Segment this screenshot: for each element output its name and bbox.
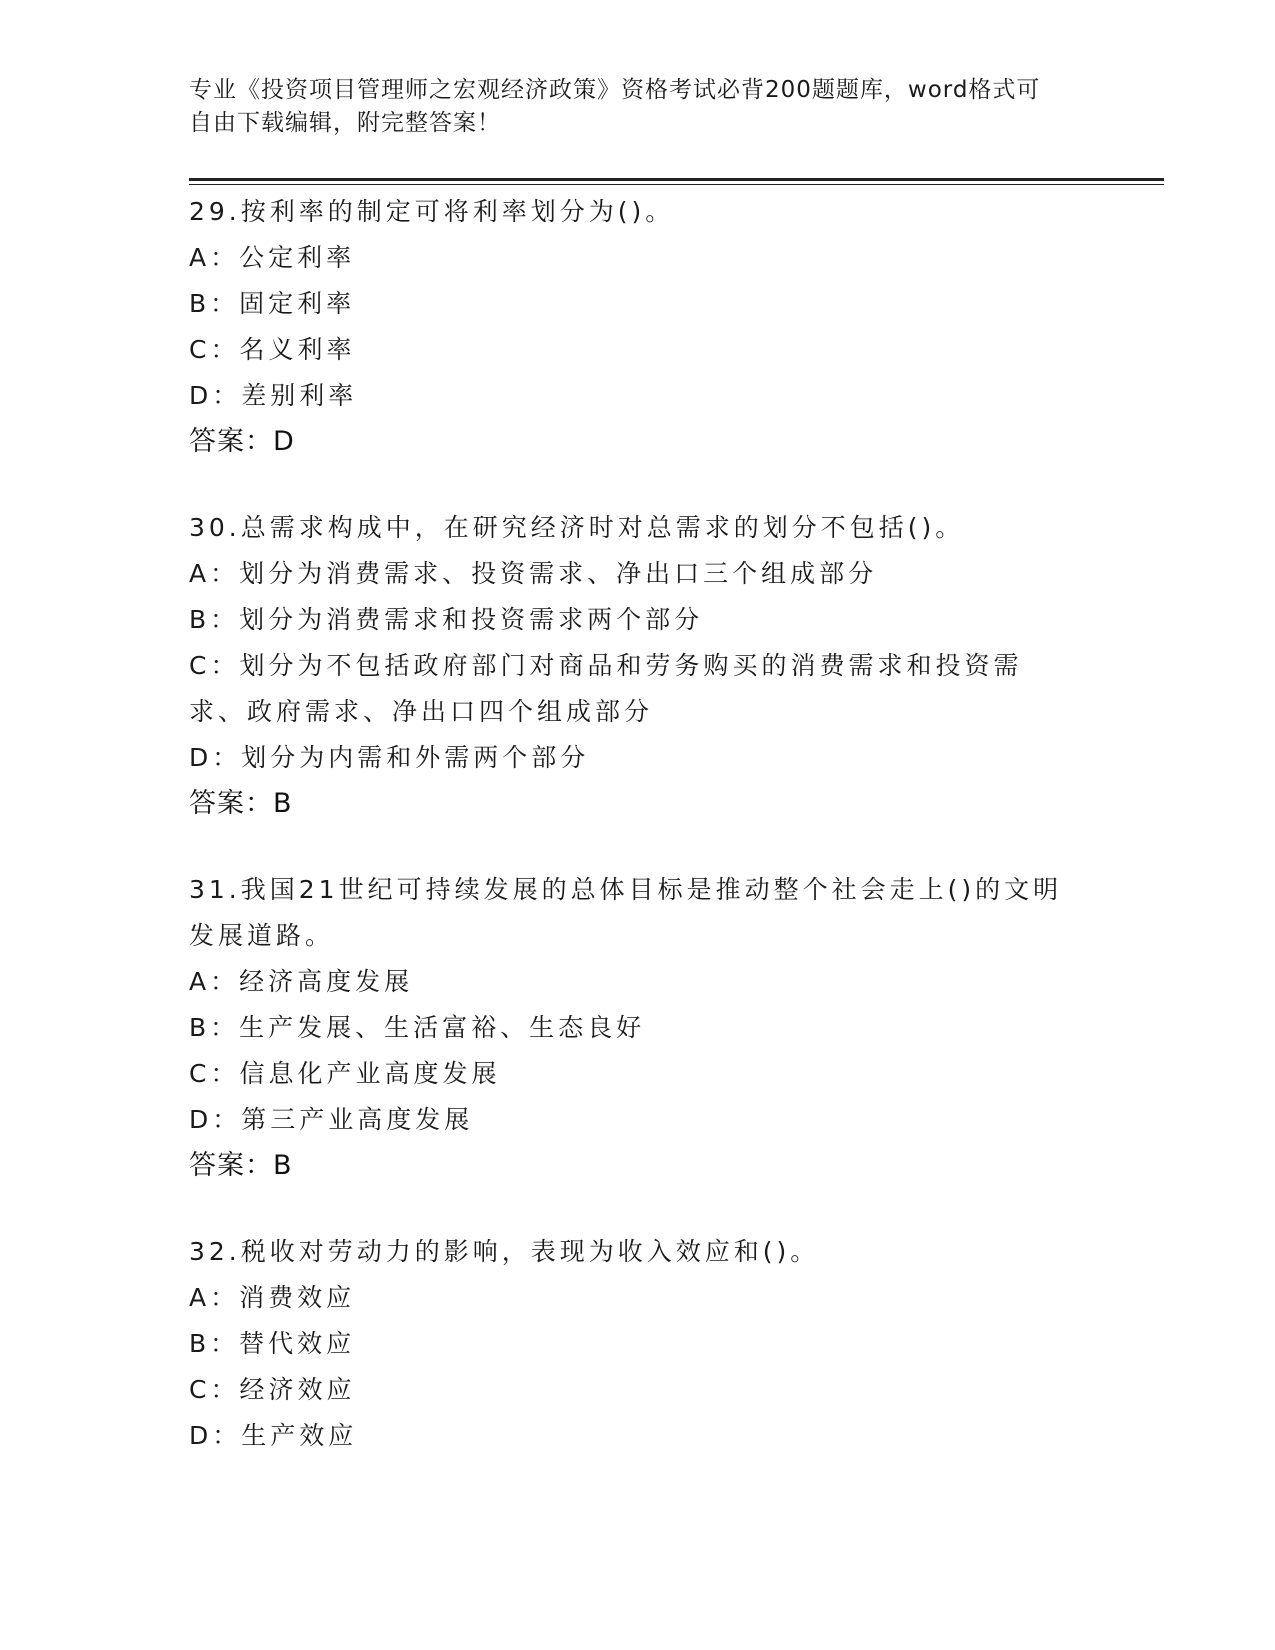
question-stem: 32.税收对劳动力的影响，表现为收入效应和()。 xyxy=(189,1237,820,1266)
option-b: B：生产发展、生活富裕、生态良好 xyxy=(189,1013,646,1042)
header-line-2: 自由下载编辑，附完整答案！ xyxy=(189,110,501,136)
option-b: B：固定利率 xyxy=(189,289,356,318)
answer-label: 答案：D xyxy=(189,426,295,457)
question-stem: 31.我国21世纪可持续发展的总体目标是推动整个社会走上()的文明发展道路。 xyxy=(189,875,1063,950)
header-rule-thin xyxy=(189,184,1164,185)
option-c: C：信息化产业高度发展 xyxy=(189,1059,501,1088)
question-32 xyxy=(189,1229,1069,1459)
option-a: A：划分为消费需求、投资需求、净出口三个组成部分 xyxy=(189,559,878,588)
option-d: D：第三产业高度发展 xyxy=(189,1105,474,1134)
question-list xyxy=(189,189,1069,1481)
question-stem: 29.按利率的制定可将利率划分为()。 xyxy=(189,197,675,226)
option-d: D：生产效应 xyxy=(189,1421,358,1450)
option-d: D：划分为内需和外需两个部分 xyxy=(189,743,590,772)
option-a: A：消费效应 xyxy=(189,1283,356,1312)
option-c: C：经济效应 xyxy=(189,1375,356,1404)
question-31 xyxy=(189,867,1069,1189)
answer-label: 答案：B xyxy=(189,788,293,819)
option-b: B：划分为消费需求和投资需求两个部分 xyxy=(189,605,704,634)
option-c: C：划分为不包括政府部门对商品和劳务购买的消费需求和投资需求、政府需求、净出口四个组成部分 xyxy=(189,651,1023,726)
document-page xyxy=(189,0,1164,1650)
question-29 xyxy=(189,189,1069,465)
header-line-1: 专业《投资项目管理师之宏观经济政策》资格考试必背200题题库，word格式可 xyxy=(189,77,1041,103)
option-b: B：替代效应 xyxy=(189,1329,356,1358)
question-stem: 30.总需求构成中，在研究经济时对总需求的划分不包括()。 xyxy=(189,513,965,542)
option-a: A：经济高度发展 xyxy=(189,967,414,996)
option-d: D：差别利率 xyxy=(189,381,358,410)
option-c: C：名义利率 xyxy=(189,335,356,364)
answer-label: 答案：B xyxy=(189,1150,293,1181)
question-30 xyxy=(189,505,1069,827)
header-rule-thick xyxy=(189,178,1164,181)
document-header xyxy=(189,74,1069,140)
option-a: A：公定利率 xyxy=(189,243,356,272)
